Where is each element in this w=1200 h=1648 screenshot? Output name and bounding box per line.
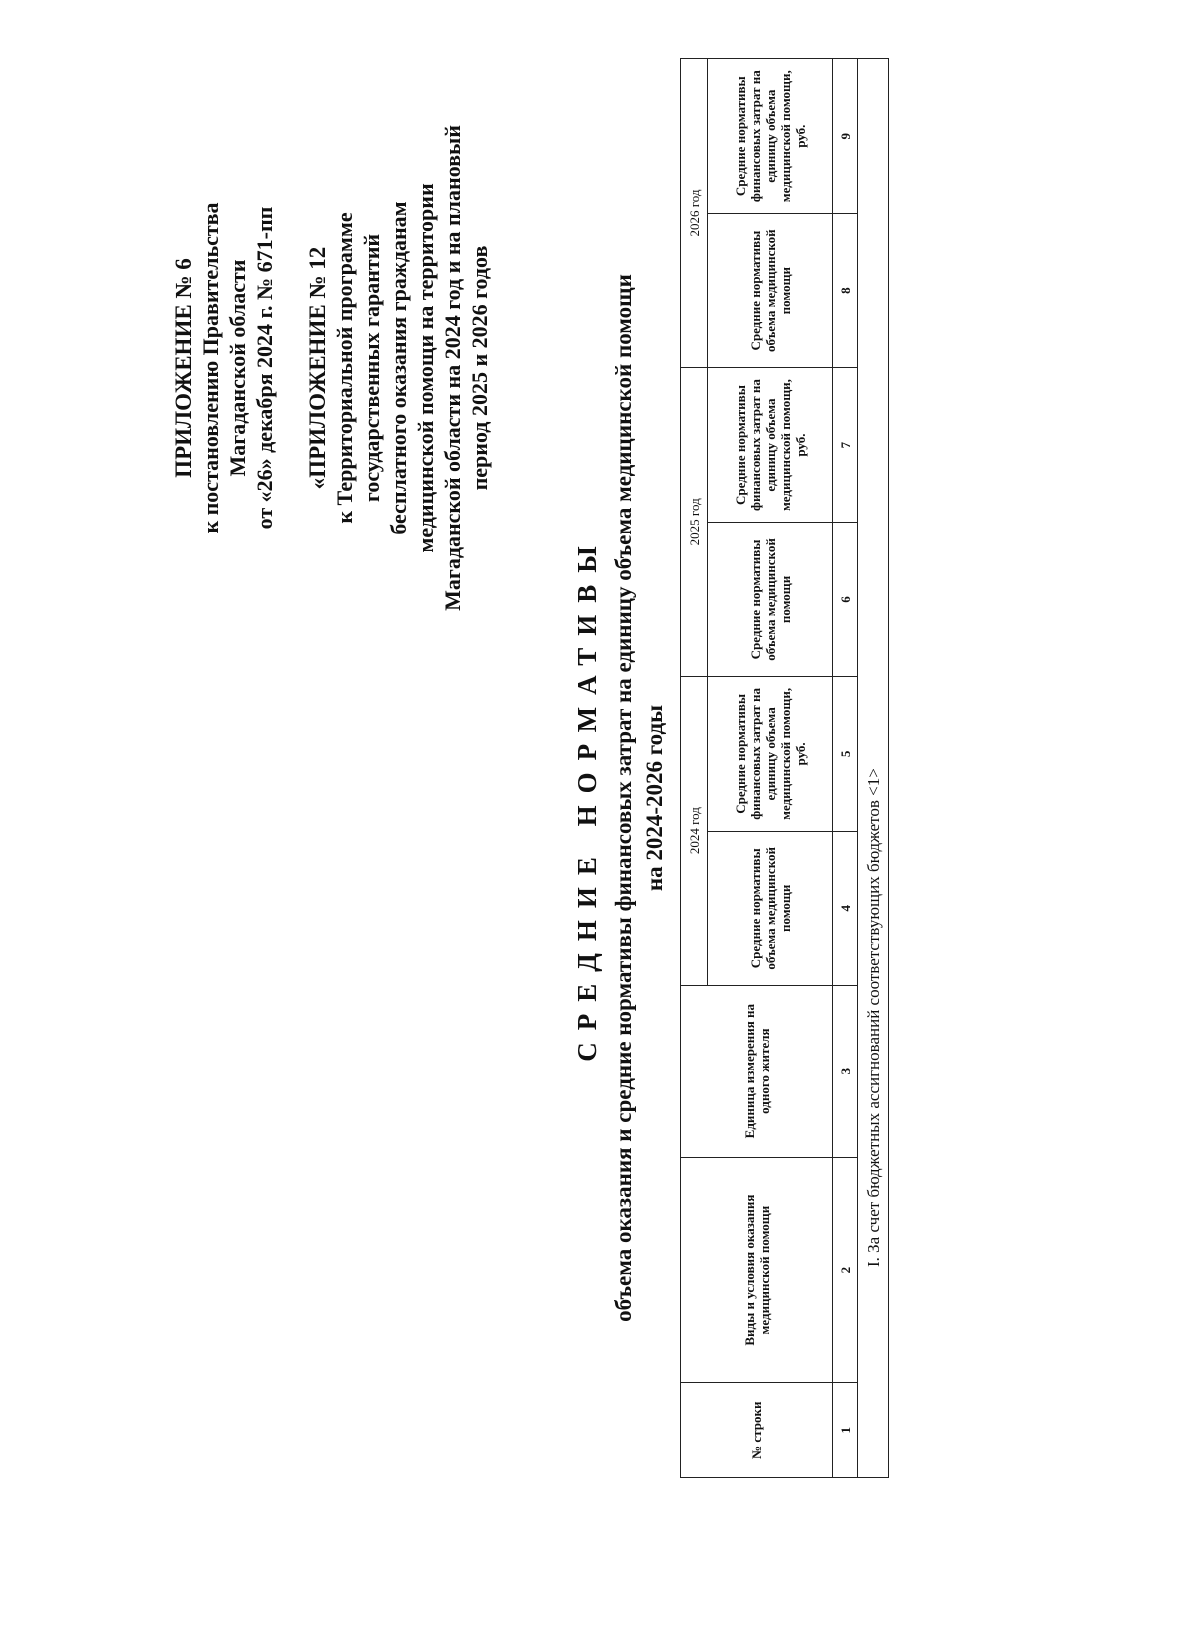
header-year-2025: 2025 год (681, 367, 708, 676)
section-title: I. За счет бюджетных ассигнований соответствующих бюджетов <1> (858, 59, 889, 1478)
header-unit: Единица измерения на одного жителя (681, 985, 833, 1157)
column-number: 5 (833, 676, 858, 831)
program-line: к Территориальной программе (332, 212, 357, 524)
appendix12-title: «ПРИЛОЖЕНИЕ № 12 (305, 246, 330, 490)
column-number-row (833, 59, 858, 1478)
document-title: СРЕДНИЕ НОРМАТИВЫ (572, 534, 602, 1062)
column-number: 6 (833, 523, 858, 677)
program-line: Магаданской области на 2024 год и на плановый (440, 125, 465, 611)
header-year-2024: 2024 год (681, 676, 708, 985)
subtitle-line: на 2024-2026 годы (642, 704, 667, 892)
document-subtitle (608, 98, 670, 1498)
column-number: 8 (833, 214, 858, 368)
norms-table (680, 58, 889, 1478)
column-number: 2 (833, 1157, 858, 1383)
header-row (681, 59, 708, 1478)
subtitle-line: объема оказания и средние нормативы финансовых затрат на единицу объема медицинской помощи (611, 274, 636, 1322)
header-row-number: № строки (681, 1383, 833, 1478)
header-volume-2024: Средние нормативы объема медицинской помощи (708, 832, 833, 986)
column-number: 4 (833, 832, 858, 986)
header-volume-2025: Средние нормативы объема медицинской помощи (708, 523, 833, 677)
header-volume-2026: Средние нормативы объема медицинской помощи (708, 214, 833, 368)
appendix-header (170, 108, 493, 628)
column-number: 1 (833, 1383, 858, 1478)
program-line: бесплатного оказания гражданам (386, 201, 411, 535)
header-line: от «26» декабря 2024 г. № 671-пп (252, 206, 277, 530)
program-line: медицинской помощи на территории (413, 183, 438, 553)
header-line: Магаданской области (225, 259, 250, 477)
section-row (858, 59, 889, 1478)
program-line: государственных гарантий (359, 233, 384, 503)
program-line: период 2025 и 2026 годов (467, 245, 492, 491)
header-cost-2026: Средние нормативы финансовых затрат на единицу объема медицинской помощи, руб. (708, 59, 833, 214)
column-number: 7 (833, 367, 858, 522)
header-line: к постановлению Правительства (198, 202, 223, 534)
header-year-2026: 2026 год (681, 59, 708, 368)
column-number: 9 (833, 59, 858, 214)
appendix-title: ПРИЛОЖЕНИЕ № 6 (171, 258, 196, 478)
column-number: 3 (833, 985, 858, 1157)
header-cost-2024: Средние нормативы финансовых затрат на единицу объема медицинской помощи, руб. (708, 676, 833, 831)
header-care-types: Виды и условия оказания медицинской помощи (681, 1157, 833, 1383)
header-cost-2025: Средние нормативы финансовых затрат на единицу объема медицинской помощи, руб. (708, 367, 833, 522)
